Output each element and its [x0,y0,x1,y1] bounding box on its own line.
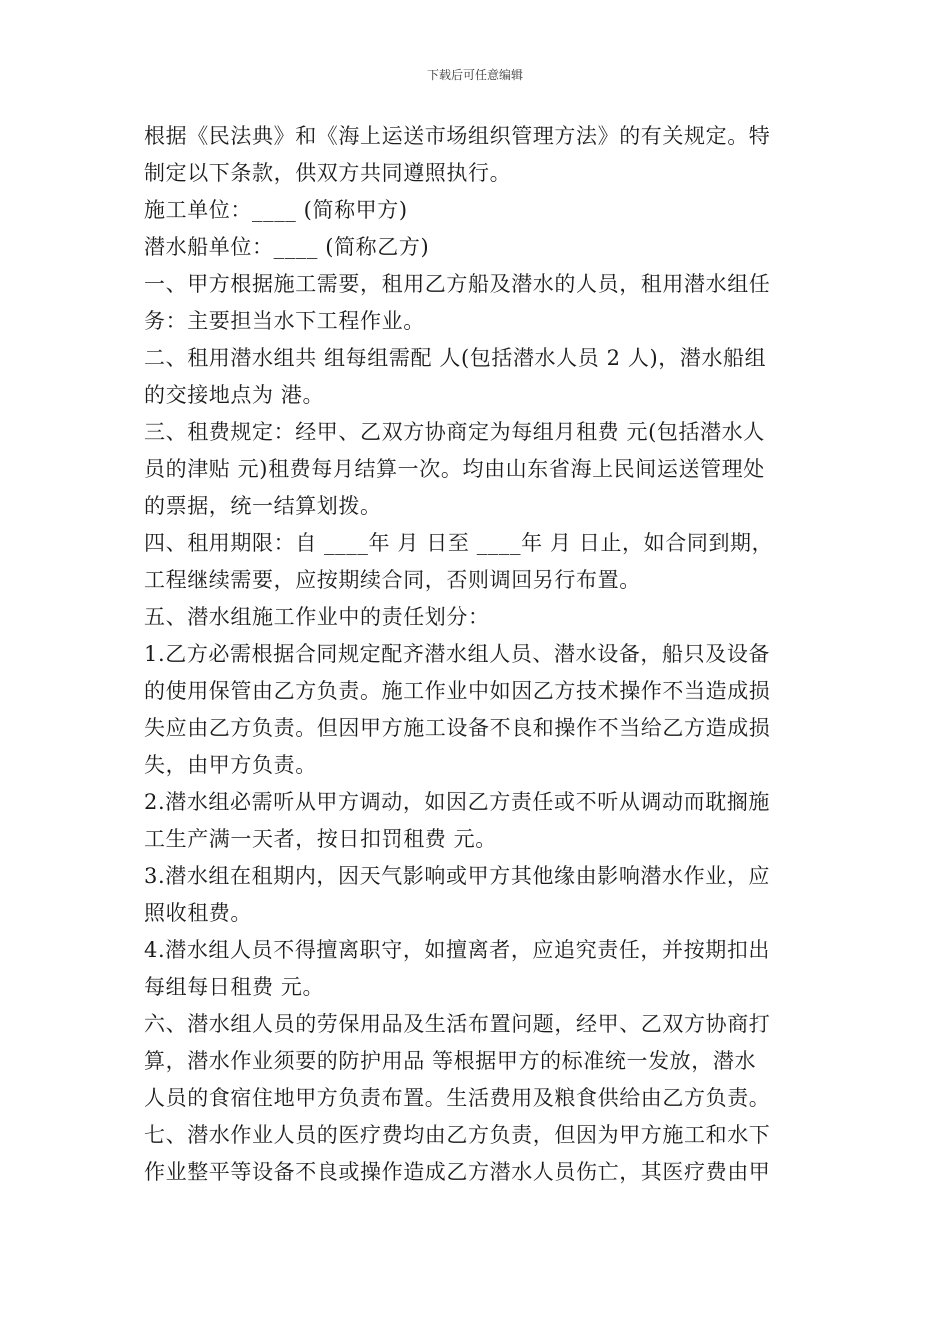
body-line: 工程继续需要，应按期续合同，否则调回另行布置。 [144,568,641,592]
body-line: 的交接地点为 港。 [144,383,325,407]
body-line: 工生产满一天者，按日扣罚租费 元。 [144,827,497,851]
clause-7-line: 七、潜水作业人员的医疗费均由乙方负责，但因为甲方施工和水下 [144,1123,771,1147]
body-line: 失，由甲方负责。 [144,753,317,777]
clause-4-line: 四、租用期限：自 ____年 月 日至 ____年 月 日止，如合同到期， [144,531,774,555]
body-line: 制定以下条款，供双方共同遵照执行。 [144,161,512,185]
body-line: 的使用保管由乙方负责。施工作业中如因乙方技术操作不当造成损 [144,679,771,703]
body-line: 员的津贴 元)租费每月结算一次。均由山东省海上民间运送管理处 [144,457,765,481]
diving-ship-unit-line: 潜水船单位：____ (简称乙方) [144,235,430,259]
body-line: 人员的食宿住地甲方负责布置。生活费用及粮食供给由乙方负责。 [144,1086,771,1110]
body-line: 根据《民法典》和《海上运送市场组织管理方法》的有关规定。特 [144,124,771,148]
body-line: 算，潜水作业须要的防护用品 等根据甲方的标准统一发放，潜水 [144,1049,757,1073]
body-line: 每组每日租费 元。 [144,975,325,999]
clause-6-line: 六、潜水组人员的劳保用品及生活布置问题，经甲、乙双方协商打 [144,1012,771,1036]
construction-unit-line: 施工单位：____ (简称甲方) [144,198,408,222]
clause-2-line: 二、租用潜水组共 组每组需配 人(包括潜水人员 2 人)，潜水船组 [144,346,767,370]
body-line: 照收租费。 [144,901,252,925]
body-line: 作业整平等设备不良或操作造成乙方潜水人员伤亡，其医疗费由甲 [144,1160,771,1184]
subclause-4-line: 4.潜水组人员不得擅离职守，如擅离者，应追究责任，并按期扣出 [144,938,771,962]
clause-5-line: 五、潜水组施工作业中的责任划分： [144,605,490,629]
clause-3-line: 三、租费规定：经甲、乙双方协商定为每组月租费 元(包括潜水人 [144,420,765,444]
page-header-note: 下载后可任意编辑 [426,68,523,82]
body-line: 失应由乙方负责。但因甲方施工设备不良和操作不当给乙方造成损 [144,716,771,740]
body-line: 的票据，统一结算划拨。 [144,494,382,518]
clause-1-line: 一、甲方根据施工需要，租用乙方船及潜水的人员，租用潜水组任 [144,272,771,296]
subclause-3-line: 3.潜水组在租期内，因天气影响或甲方其他缘由影响潜水作业，应 [144,864,771,888]
contract-body [144,118,812,1191]
subclause-1-line: 1.乙方必需根据合同规定配齐潜水组人员、潜水设备，船只及设备 [144,642,771,666]
subclause-2-line: 2.潜水组必需听从甲方调动，如因乙方责任或不听从调动而耽搁施 [144,790,771,814]
body-line: 务：主要担当水下工程作业。 [144,309,425,333]
